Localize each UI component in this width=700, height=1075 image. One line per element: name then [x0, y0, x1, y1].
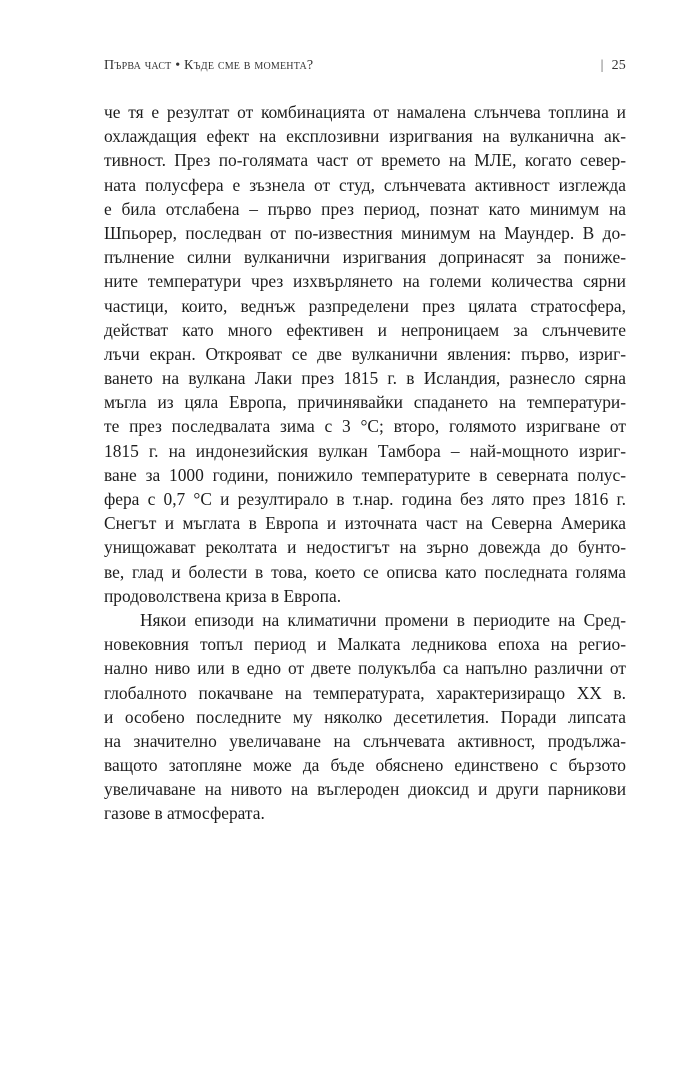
text-line: глобалното покачване на температурата, характеризиращо XX в.: [104, 682, 626, 703]
text-line: пълнение силни вулканични изригвания допринасят за понижe-: [104, 247, 626, 268]
text-line: ната полусфера е зъзнела от студ, слънчевата активност изглежда: [104, 174, 626, 195]
text-line: тивност. През по-голямата част от времето на МЛЕ, когато север-: [104, 150, 626, 171]
text-line: ването на вулкана Лаки през 1815 г. в Исландия, разнесло сярна: [104, 368, 626, 389]
text-line: действат като много ефективен и непроницаем за слънчевите: [104, 319, 626, 340]
text-line: газове в атмосферата.: [104, 803, 265, 824]
text-line: новековния топъл период и Малката ледникова епоха на регио-: [104, 634, 626, 655]
page-number: 25: [611, 58, 626, 73]
text-line: Снегът и мъглата в Европа и източната част на Северна Америка: [104, 513, 626, 534]
page-number-group: [601, 58, 626, 74]
text-line: Шпьорер, последван от по-известния минимум на Маундер. В до-: [104, 222, 626, 243]
text-line: продоволствена криза в Европа.: [104, 585, 342, 606]
text-line: на значително увеличаване на слънчевата активност, продължа-: [104, 730, 626, 751]
text-line: частици, които, веднъж разпределени през цялата стратосфера,: [104, 295, 626, 316]
text-line: ве, глад и болести в това, което се описва като последната голяма: [104, 561, 626, 582]
text-line: Някои епизоди на климатични промени в периодите на Сред-: [140, 609, 626, 630]
text-line: че тя е резултат от комбинацията от намалена слънчева топлина и: [104, 102, 626, 122]
text-line: те през последвалата зима с 3 °C; второ, голямото изригване от: [104, 416, 626, 437]
text-line: мъгла из цяла Европа, причинявайки спадането на температури-: [104, 392, 626, 413]
text-line: е била отслабена – първо през период, познат като минимум на: [104, 198, 626, 219]
body-text: [104, 100, 626, 826]
running-head: [104, 58, 626, 82]
paragraph-1: [104, 100, 626, 608]
text-line: охлаждащия ефект на експлозивни изригвания на вулканична ак-: [104, 126, 626, 147]
text-line: ване за 1000 години, понижило температурите в северната полус-: [104, 464, 626, 485]
page-number-separator: |: [600, 58, 604, 73]
paragraph-2: [104, 608, 626, 826]
text-line: ващото затопляне може да бъде обяснено единствено с бързото: [104, 755, 626, 776]
text-line: лъчи екран. Открояват се две вулканични явления: първо, изриг-: [104, 343, 626, 364]
text-line: унищожават реколтата и недостигът на зърно довежда до бунто-: [104, 537, 626, 558]
text-line: фера с 0,7 °C и резултирало в т.нар. година без лято през 1816 г.: [104, 489, 626, 509]
text-line: и особено последните му няколко десетилетия. Поради липсата: [104, 706, 626, 727]
running-head-title: Първа част • Къде сме в момента?: [104, 58, 314, 73]
text-line: увеличаване на нивото на въглероден диоксид и други парникови: [104, 779, 626, 800]
text-line: 1815 г. на индонезийския вулкан Тамбора – най-мощното изриг-: [104, 440, 626, 461]
text-line: нално ниво или в едно от двете полукълба са напълно различни от: [104, 658, 626, 679]
text-line: ните температури чрез изхвърлянето на големи количества сярни: [104, 271, 626, 292]
